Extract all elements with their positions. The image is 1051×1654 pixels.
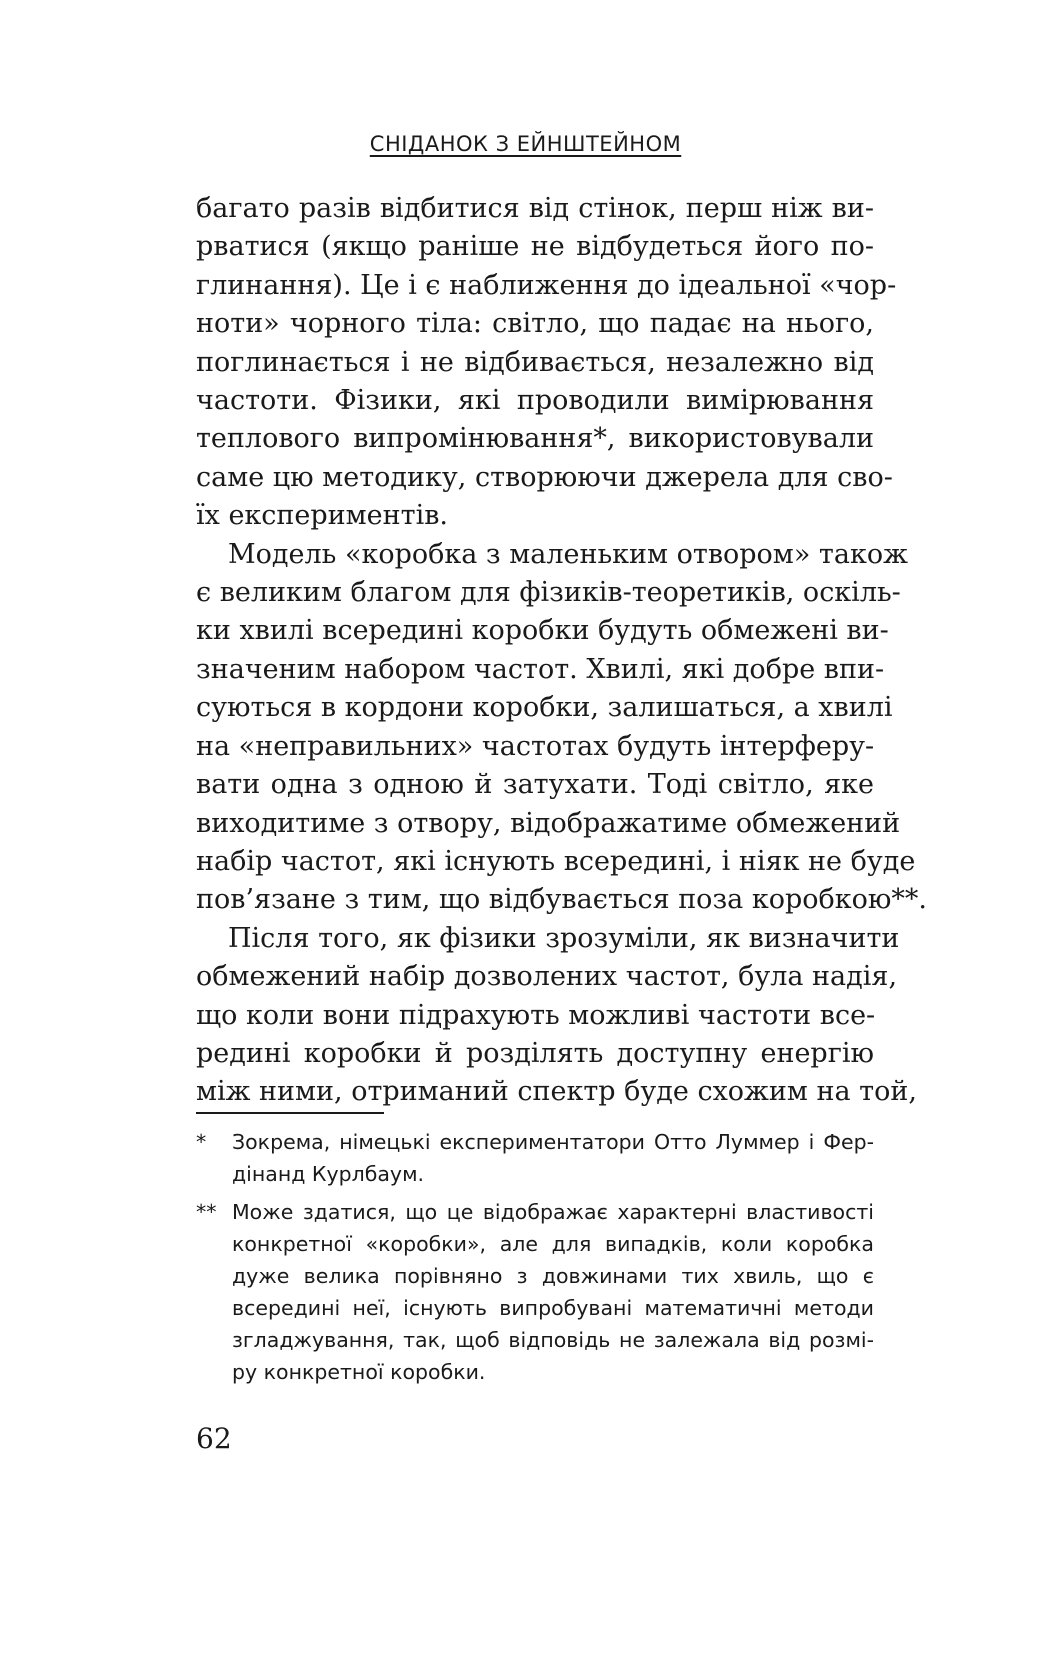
footnote-line: всередині неї, існують випробувані математичні методи xyxy=(232,1296,874,1320)
footnote-2 xyxy=(196,1196,874,1388)
text-line: рватися (якщо раніше не відбудеться його по- xyxy=(196,231,874,263)
text-line: суються в кордони коробки, залишаться, а хвилі xyxy=(196,692,893,724)
text-line: глинання). Це і є наближення до ідеальної «чор- xyxy=(196,269,897,301)
body-text xyxy=(196,190,927,1112)
text-line: значеним набором частот. Хвилі, які добре впи- xyxy=(196,653,885,685)
footnote-line: Зокрема, німецькі експериментатори Отто Луммер і Фер- xyxy=(232,1130,874,1154)
running-head: СНІДАНОК З ЕЙНШТЕЙНОМ xyxy=(369,132,682,156)
text-line: ки хвилі всередині коробки будуть обмежені ви- xyxy=(196,615,889,647)
footnote-line: згладжування, так, щоб відповідь не залежала від розмі- xyxy=(232,1328,874,1352)
footnote-text xyxy=(232,1126,874,1190)
footnote-line: дінанд Курлбаум. xyxy=(232,1162,425,1186)
footnote-line: ру конкретної коробки. xyxy=(232,1360,486,1384)
text-line: Модель «коробка з маленьким отвором» також xyxy=(228,538,908,570)
footnote-line: дуже велика порівняно з довжинами тих хвиль, що є xyxy=(232,1264,874,1288)
text-line: багато разів відбитися від стінок, перш ніж ви- xyxy=(196,193,874,224)
text-line: теплового випромінювання*, використовували xyxy=(196,423,874,455)
text-line: поглинається і не відбивається, незалежно від xyxy=(196,346,874,378)
footnote-divider xyxy=(196,1112,384,1114)
text-line: обмежений набір дозволених частот, була надія, xyxy=(196,961,898,993)
page-number: 62 xyxy=(196,1422,232,1455)
text-line: пов’язане з тим, що відбувається поза коробкою**. xyxy=(196,884,927,916)
paragraph-2 xyxy=(196,536,927,920)
text-line: є великим благом для фізиків-теоретиків, оскіль- xyxy=(196,577,901,609)
paragraph-1 xyxy=(196,190,897,536)
footnote-1 xyxy=(196,1126,874,1190)
text-line: частоти. Фізики, які проводили вимірювання xyxy=(196,385,874,417)
text-line: на «неправильних» частотах будуть інтерферу- xyxy=(196,730,875,762)
footnote-marker: * xyxy=(196,1130,207,1154)
footnote-line: конкретної «коробки», але для випадків, коли коробка xyxy=(232,1232,874,1256)
text-line: виходитиме з отвору, відображатиме обмежений xyxy=(196,807,901,839)
footnote-text xyxy=(232,1196,874,1388)
text-line: вати одна з одною й затухати. Тоді світло, яке xyxy=(196,769,874,801)
footnotes xyxy=(196,1126,874,1394)
text-line: редині коробки й розділять доступну енергію xyxy=(196,1037,874,1069)
text-line: що коли вони підрахують можливі частоти все- xyxy=(196,999,876,1031)
footnote-marker: ** xyxy=(196,1200,217,1224)
text-line: саме цю методику, створюючи джерела для сво- xyxy=(196,461,893,493)
text-line: між ними, отриманий спектр буде схожим на той, xyxy=(196,1076,917,1108)
footnote-line: Може здатися, що це відображає характерні властивості xyxy=(232,1200,874,1224)
paragraph-3 xyxy=(196,920,917,1112)
text-line: набір частот, які існують всередині, і ніяк не буде xyxy=(196,845,916,877)
text-line: їх експериментів. xyxy=(196,500,449,532)
text-line: Після того, як фізики зрозуміли, як визначити xyxy=(228,922,900,954)
text-line: ноти» чорного тіла: світло, що падає на нього, xyxy=(196,308,874,340)
